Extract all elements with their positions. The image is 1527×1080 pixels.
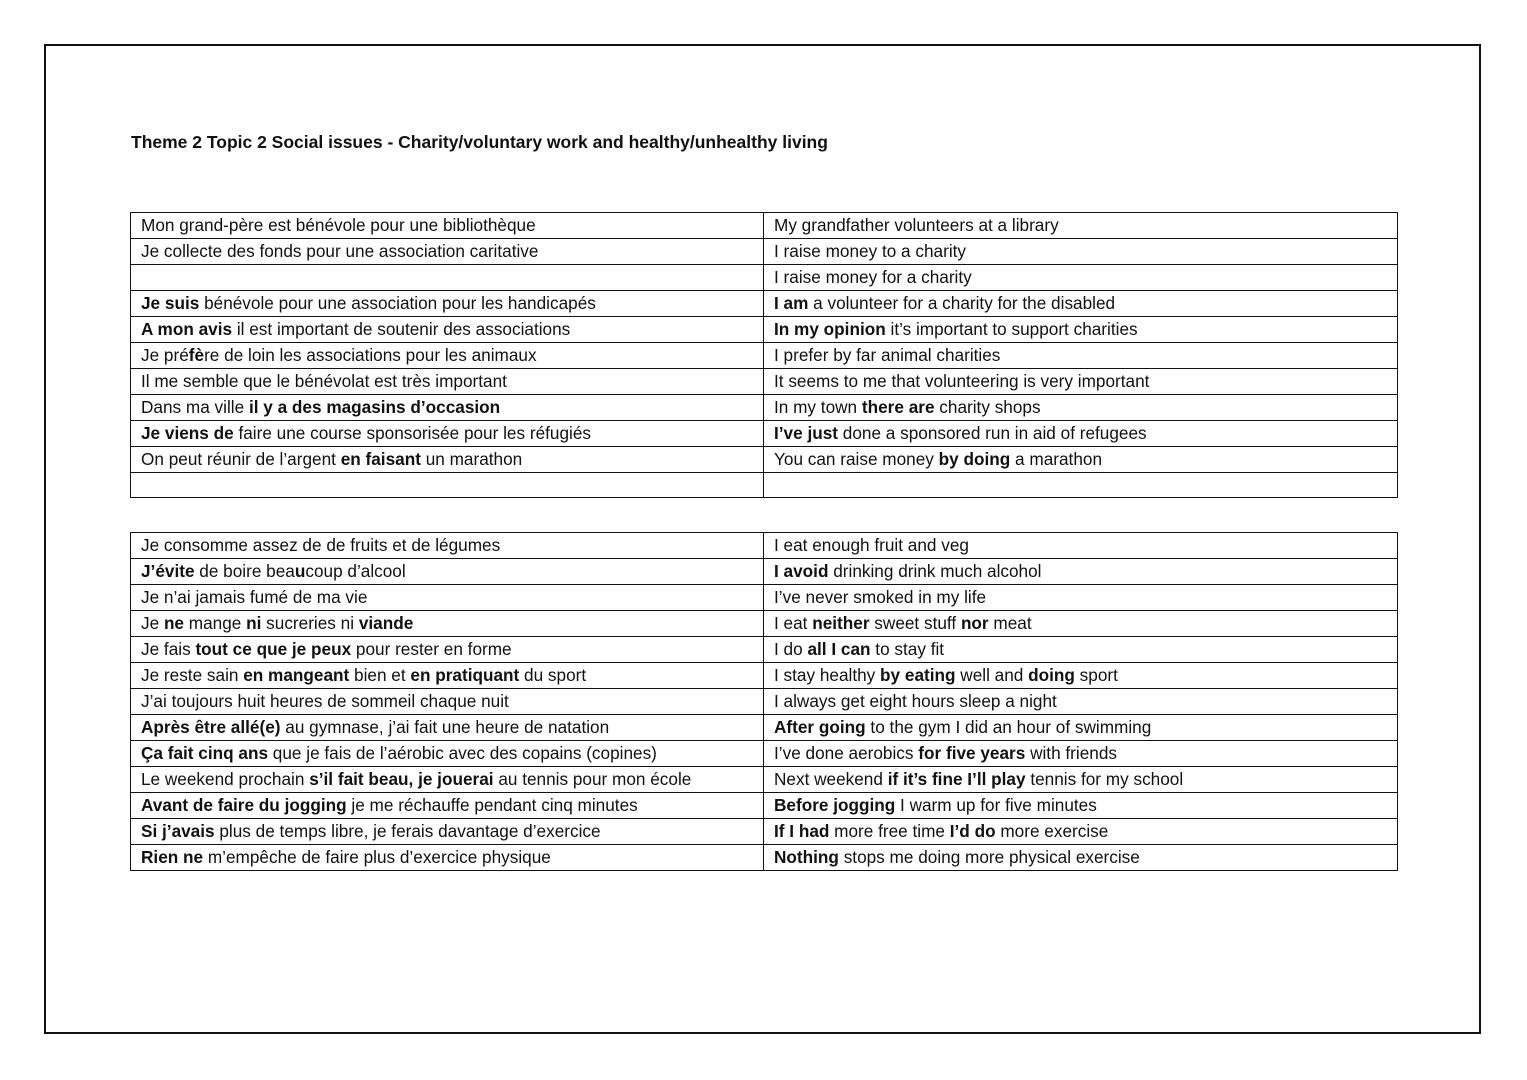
bold-phrase-segment: J’évite [141,561,195,581]
phrase-segment: Mon grand-père est bénévole pour une bibliothèque [141,215,536,235]
french-phrase-cell [131,793,764,819]
phrase-segment: que je fais de l’aérobic avec des copains (copines) [268,743,657,763]
bold-phrase-segment: nor [960,613,989,633]
english-phrase-cell [764,767,1398,793]
bold-phrase-segment: if it’s fine I’ll play [887,769,1026,789]
phrase-segment: m’empêche de faire plus d’exercice physique [203,847,551,867]
phrase-segment: re de loin les associations pour les animaux [204,345,537,365]
phrase-segment: tennis for my school [1025,769,1184,789]
phrase-segment: I always get eight hours sleep a night [774,691,1057,711]
table-row [131,343,1398,369]
phrase-segment: bénévole pour une association pour les handicapés [199,293,596,313]
table-row [131,421,1398,447]
english-phrase-cell [764,317,1398,343]
bold-phrase-segment: for five years [918,743,1026,763]
bold-phrase-segment: After going [774,717,866,737]
english-phrase-cell [764,611,1398,637]
bold-phrase-segment: by doing [938,449,1011,469]
table-row [131,819,1398,845]
table-row [131,611,1398,637]
bold-phrase-segment: en faisant [340,449,421,469]
phrase-segment: coup d’alcool [305,561,406,581]
french-phrase-cell [131,265,764,291]
english-phrase-cell [764,819,1398,845]
phrase-segment: faire une course sponsorisée pour les réfugiés [233,423,592,443]
bold-phrase-segment: viande [358,613,414,633]
french-phrase-cell [131,239,764,265]
bold-phrase-segment: I am [774,293,809,313]
bold-phrase-segment: ne [163,613,184,633]
english-phrase-cell [764,637,1398,663]
phrase-segment: J’ai toujours huit heures de sommeil chaque nuit [141,691,509,711]
phrase-segment: Je pré [141,345,189,365]
phrase-segment: a marathon [1010,449,1103,469]
phrase-segment: I prefer by far animal charities [774,345,1001,365]
phrase-segment: je me réchauffe pendant cinq minutes [346,795,638,815]
english-phrase-cell [764,473,1398,498]
french-phrase-cell [131,819,764,845]
bold-phrase-segment: all I can [807,639,871,659]
phrase-segment: I’ve done aerobics [774,743,919,763]
bold-phrase-segment: en pratiquant [410,665,520,685]
bold-phrase-segment: Après être allé(e) [141,717,281,737]
table-row [131,395,1398,421]
french-phrase-cell [131,395,764,421]
charity-vocab-table [130,212,1398,498]
phrase-segment: Il me semble que le bénévolat est très important [141,371,507,391]
phrase-segment: it’s important to support charities [885,319,1138,339]
phrase-segment: Je [141,613,164,633]
english-phrase-cell [764,239,1398,265]
french-phrase-cell [131,291,764,317]
phrase-segment: Je n’ai jamais fumé de ma vie [141,587,368,607]
bold-phrase-segment: I’d do [949,821,996,841]
phrase-segment: drinking drink much alcohol [828,561,1042,581]
bold-phrase-segment: fè [188,345,205,365]
bold-phrase-segment: il y a des magasins d’occasion [248,397,501,417]
phrase-segment: more exercise [995,821,1109,841]
french-phrase-cell [131,343,764,369]
french-phrase-cell [131,317,764,343]
table-row [131,741,1398,767]
english-phrase-cell [764,265,1398,291]
table-row [131,447,1398,473]
phrase-segment: done a sponsored run in aid of refugees [838,423,1147,443]
phrase-segment: Le weekend prochain [141,769,310,789]
phrase-segment: Je collecte des fonds pour une association caritative [141,241,539,261]
table-row [131,637,1398,663]
bold-phrase-segment: I’ve just [774,423,838,443]
phrase-segment: il est important de soutenir des associations [232,319,571,339]
bold-phrase-segment: doing [1028,665,1075,685]
phrase-segment: au gymnase, j’ai fait une heure de natation [280,717,610,737]
french-phrase-cell [131,473,764,498]
phrase-segment: charity shops [934,397,1041,417]
bold-phrase-segment: neither [812,613,870,633]
phrase-segment: I stay healthy [774,665,881,685]
english-phrase-cell [764,741,1398,767]
phrase-segment: to the gym I did an hour of swimming [865,717,1152,737]
french-phrase-cell [131,559,764,585]
phrase-segment: Next weekend [774,769,888,789]
english-phrase-cell [764,213,1398,239]
phrase-segment: to stay fit [870,639,945,659]
bold-phrase-segment: tout ce que je peux [195,639,352,659]
phrase-segment: plus de temps libre, je ferais davantage d’exercice [214,821,601,841]
table-row [131,473,1398,498]
english-phrase-cell [764,585,1398,611]
table-row [131,689,1398,715]
bold-phrase-segment: In my opinion [774,319,886,339]
health-vocab-table [130,532,1398,871]
phrase-segment: Dans ma ville [141,397,249,417]
english-phrase-cell [764,689,1398,715]
bold-phrase-segment: Si j’avais [141,821,215,841]
phrase-segment: meat [988,613,1032,633]
english-phrase-cell [764,421,1398,447]
french-phrase-cell [131,845,764,871]
english-phrase-cell [764,369,1398,395]
phrase-segment: sweet stuff [869,613,961,633]
french-phrase-cell [131,715,764,741]
phrase-segment: I warm up for five minutes [895,795,1097,815]
phrase-segment: a volunteer for a charity for the disabled [808,293,1116,313]
phrase-segment: Je fais [141,639,196,659]
french-phrase-cell [131,741,764,767]
english-phrase-cell [764,845,1398,871]
phrase-segment: In my town [774,397,862,417]
bold-phrase-segment: s’il fait beau, je jouerai [309,769,494,789]
french-phrase-cell [131,767,764,793]
french-phrase-cell [131,213,764,239]
phrase-segment: stops me doing more physical exercise [838,847,1140,867]
table-row [131,213,1398,239]
english-phrase-cell [764,559,1398,585]
english-phrase-cell [764,715,1398,741]
bold-phrase-segment: Rien ne [141,847,204,867]
phrase-segment: On peut réunir de l’argent [141,449,341,469]
table-row [131,317,1398,343]
phrase-segment: more free time [829,821,950,841]
phrase-segment: It seems to me that volunteering is very important [774,371,1150,391]
english-phrase-cell [764,663,1398,689]
bold-phrase-segment: Je suis [141,293,200,313]
table-row [131,715,1398,741]
phrase-segment: Je consomme assez de de fruits et de légumes [141,535,501,555]
phrase-segment: pour rester en forme [351,639,512,659]
english-phrase-cell [764,291,1398,317]
phrase-segment: bien et [349,665,411,685]
table-row [131,239,1398,265]
bold-phrase-segment: en mangeant [243,665,350,685]
table-row [131,291,1398,317]
phrase-segment: de boire bea [194,561,295,581]
english-phrase-cell [764,447,1398,473]
french-phrase-cell [131,447,764,473]
english-phrase-cell [764,343,1398,369]
phrase-segment: well and [955,665,1029,685]
french-phrase-cell [131,611,764,637]
table-row [131,663,1398,689]
bold-phrase-segment: by eating [880,665,956,685]
phrase-segment: I’ve never smoked in my life [774,587,987,607]
bold-phrase-segment: there are [861,397,935,417]
table-row [131,559,1398,585]
phrase-segment: I raise money for a charity [774,267,972,287]
phrase-segment: I eat [774,613,813,633]
english-phrase-cell [764,395,1398,421]
bold-phrase-segment: Je viens de [141,423,234,443]
table-row [131,845,1398,871]
page-title: Theme 2 Topic 2 Social issues - Charity/voluntary work and healthy/unhealthy living [131,132,828,152]
phrase-segment: I do [774,639,808,659]
french-phrase-cell [131,369,764,395]
table-row [131,585,1398,611]
phrase-segment: I eat enough fruit and veg [774,535,969,555]
bold-phrase-segment: A mon avis [141,319,233,339]
table-row [131,265,1398,291]
phrase-segment: du sport [519,665,587,685]
phrase-segment: You can raise money [774,449,939,469]
bold-phrase-segment: Nothing [774,847,839,867]
bold-phrase-segment: u [294,561,306,581]
phrase-segment: sport [1074,665,1118,685]
english-phrase-cell [764,793,1398,819]
table-row [131,369,1398,395]
french-phrase-cell [131,663,764,689]
french-phrase-cell [131,585,764,611]
table-row [131,793,1398,819]
bold-phrase-segment: Before jogging [774,795,896,815]
bold-phrase-segment: If I had [774,821,830,841]
bold-phrase-segment: I avoid [774,561,829,581]
phrase-segment: sucreries ni [261,613,359,633]
phrase-segment: with friends [1025,743,1117,763]
bold-phrase-segment: Avant de faire du jogging [141,795,347,815]
phrase-segment: My grandfather volunteers at a library [774,215,1059,235]
french-phrase-cell [131,637,764,663]
french-phrase-cell [131,421,764,447]
bold-phrase-segment: Ça fait cinq ans [141,743,269,763]
phrase-segment: I raise money to a charity [774,241,967,261]
english-phrase-cell [764,533,1398,559]
phrase-segment: mange [184,613,247,633]
bold-phrase-segment: ni [246,613,262,633]
french-phrase-cell [131,689,764,715]
phrase-segment: Je reste sain [141,665,244,685]
table-row [131,533,1398,559]
french-phrase-cell [131,533,764,559]
phrase-segment: un marathon [420,449,523,469]
phrase-segment: au tennis pour mon école [493,769,692,789]
table-row [131,767,1398,793]
